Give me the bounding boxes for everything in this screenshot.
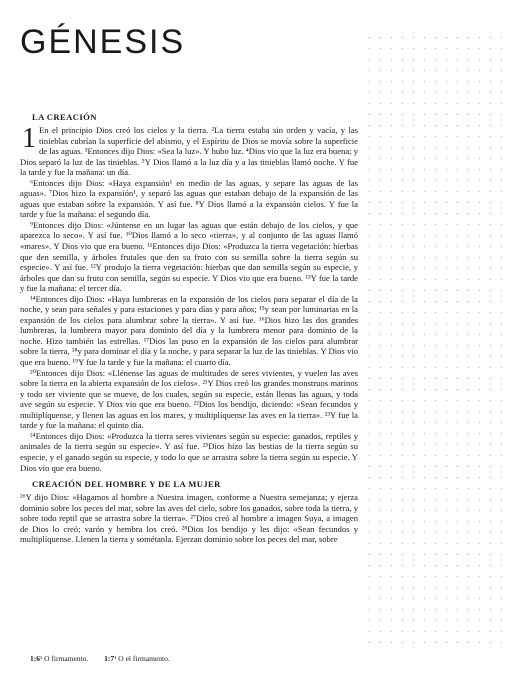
verse-paragraph: ²⁶Y dijo Dios: «Hagamos al hombre a Nuestra imagen, conforme a Nuestra semejanza; y ejerza dominio sobre los peces del mar, sobre las aves del cielo, sobre los ganados, sobre toda la tierra, y sobre todo reptil que se arrastra sobre la tierra». ²⁷Dios creó al hombre a imagen Suya, a imagen de Dios lo creó; varón y hembra los creó. ²⁸Dios los bendijo y les dijo: «Sean fecundos y multiplíquense. Llenen la tierra y sométanla. Ejerzan dominio sobre los peces del mar, sobre — [20, 492, 358, 545]
footnote: 1:6¹ O firmamento. — [30, 654, 89, 663]
dotted-notes-area — [362, 30, 502, 650]
chapter-number: 1 — [22, 123, 36, 154]
verse-paragraph: ¹⁴Entonces dijo Dios: «Haya lumbreras en la expansión de los cielos para separar el día de la noche, y sean para señales y para estaciones y para días y para años; ¹⁵y sean por luminarias en la expansión de los cielos para alumbrar sobre la tierra». Y así fue. ¹⁶Dios hizo las dos grandes lumbreras, la lumbrera mayor para dominio del día y la lumbrera menor para dominio de la noche. Hizo también las estrellas. ¹⁷Dios las puso en la expansión de los cielos para alumbrar sobre la tierra, ¹⁸y para dominar el día y la noche, y para separar la luz de las tinieblas. Y Dios vio que era bueno. ¹⁹Y fue la tarde y fue la mañana: el cuarto día. — [20, 293, 358, 368]
verse-paragraph: 1 En el principio Dios creó los cielos y la tierra. ²La tierra estaba sin orden y vacía, y las tinieblas cubrían la superficie del abismo, y el Espíritu de Dios se movía sobre la superficie de las aguas. ³Entonces dijo Dios: «Sea la luz». Y hubo luz. ⁴Dios vio que la luz era buena; y Dios separó la luz de las tinieblas. ⁵Y Dios llamó a la luz día y a las tinieblas llamó noche. Y fue la tarde y fue la mañana: un día. — [20, 123, 358, 178]
verse-paragraph: ²⁰Entonces dijo Dios: «Llénense las aguas de multitudes de seres vivientes, y vuelen las aves sobre la tierra en la abierta expansión de los cielos». ²¹Y Dios creó los grandes monstruos marinos y todo ser viviente que se mueve, de los cuales, según su especie, están llenas las aguas, y toda ave según su especie. Y Dios vio que era bueno. ²²Dios los bendijo, diciendo: «Sean fecundos y multiplíquense, y llenen las aguas en los mares, y multiplíquense las aves en la tierra». ²³Y fue la tarde y fue la mañana: el quinto día. — [20, 367, 358, 431]
section-heading-man-woman: CREACIÓN DEL HOMBRE Y DE LA MUJER — [32, 479, 221, 490]
verse-paragraph: ²⁴Entonces dijo Dios: «Produzca la tierra seres vivientes según su especie: ganados, reptiles y animales de la tierra según su especie». Y así fue. ²⁵Dios hizo las bestias de la tierra según su especie, y el ganado según su especie, y todo lo que se arrastra sobre la tierra según su especie. Y Dios vio que era bueno. — [20, 430, 358, 473]
main-text-column — [20, 22, 358, 545]
footnotes — [30, 654, 360, 664]
book-title: GÉNESIS — [20, 23, 186, 61]
verse-paragraph: ⁹Entonces dijo Dios: «Júntense en un lugar las aguas que están debajo de los cielos, y que aparezca lo seco». Y así fue. ¹⁰Dios llamó a lo seco «tierra», y al conjunto de las aguas llamó «mares». Y Dios vio que era bueno. ¹¹Entonces dijo Dios: «Produzca la tierra vegetación: hierbas que den semilla, y árboles frutales que den su fruto con su semilla sobre la tierra según su especie». Y así fue. ¹²Y produjo la tierra vegetación: hierbas que dan semilla según su especie, y árboles que dan su fruto con semilla, según su especie. Y Dios vio que era bueno. ¹³Y fue la tarde y fue la mañana: el tercer día. — [20, 219, 358, 294]
section-heading-creation: LA CREACIÓN — [32, 112, 97, 122]
verse-paragraph: ⁶Entonces dijo Dios: «Haya expansión¹ en medio de las aguas, y separe las aguas de las aguas». ⁷Dios hizo la expansión¹, y separó las aguas que estaban debajo de la expansión de las aguas que estaban sobre la expansión. Y así fue. ⁸Y Dios llamó a la expansión cielos. Y fue la tarde y fue la mañana: el segundo día. — [20, 177, 358, 220]
footnote: 1:7¹ O el firmamento. — [104, 654, 170, 663]
